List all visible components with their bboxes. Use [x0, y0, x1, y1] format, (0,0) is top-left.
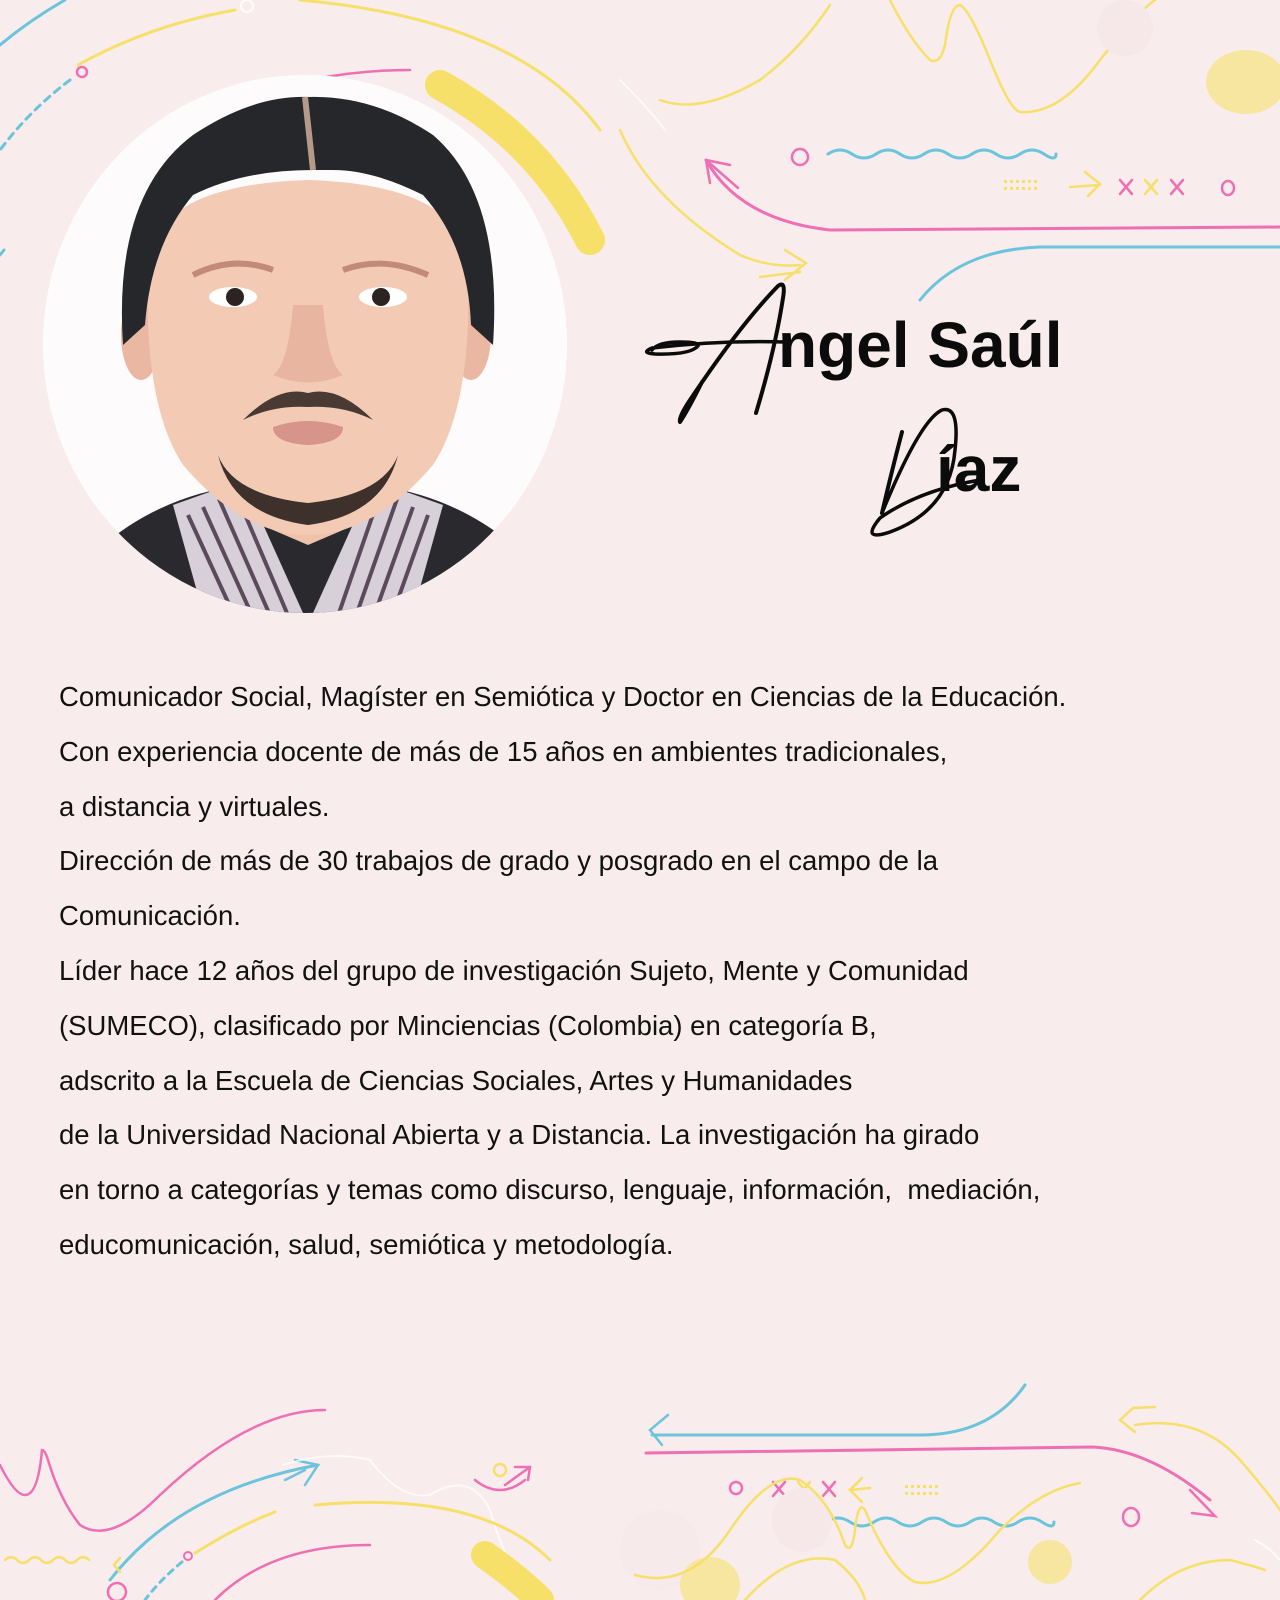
bio-line: Con experiencia docente de más de 15 años en ambientes tradicionales, [59, 735, 948, 767]
biography [59, 670, 1259, 1273]
bio-line: en torno a categorías y temas como discurso, lenguaje, información, mediación, [59, 1174, 1041, 1206]
bio-line: Comunicador Social, Magíster en Semiótica y Doctor en Ciencias de la Educación. [59, 681, 1067, 712]
name-heading [620, 270, 1120, 560]
profile-photo [43, 75, 567, 613]
bio-line: (SUMECO), clasificado por Minciencias (Colombia) en categoría B, [59, 1009, 877, 1041]
last-name-text: íaz [936, 433, 1022, 505]
bio-line: de la Universidad Nacional Abierta y a Distancia. La investigación ha girado [59, 1119, 980, 1151]
bio-line: educomunicación, salud, semiótica y metodología. [59, 1228, 674, 1260]
script-initial-a [647, 285, 785, 423]
first-name-text: ngel Saúl [778, 309, 1063, 381]
bio-line: Líder hace 12 años del grupo de investigación Sujeto, Mente y Comunidad [59, 954, 969, 986]
bio-line: a distancia y virtuales. [59, 790, 330, 822]
bio-line: Dirección de más de 30 trabajos de grado y posgrado en el campo de la [59, 845, 939, 877]
bio-line: Comunicación. [59, 900, 241, 932]
portrait-image [43, 75, 567, 613]
bio-line: adscrito a la Escuela de Ciencias Sociales, Artes y Humanidades [59, 1064, 853, 1096]
